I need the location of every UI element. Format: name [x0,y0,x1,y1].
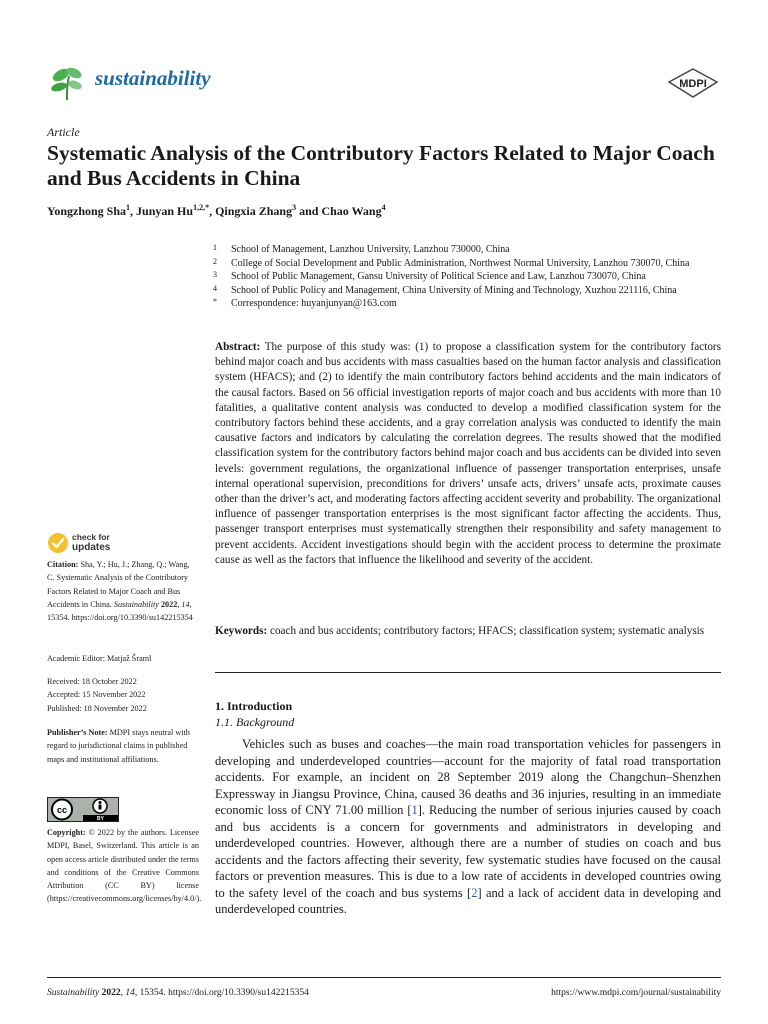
check-updates-label [72,532,110,553]
affiliation-text: School of Public Policy and Management, China University of Mining and Technology, Xuzhou 221116, China [231,284,677,296]
publisher-note-text: MDPI stays neutral with regard to jurisdictional claims in published maps and institutional affiliations. [47,728,190,764]
affiliation-mark: 2 [213,256,217,266]
keywords-label: Keywords: [215,625,268,637]
author-name[interactable]: Qingxia Zhang [215,204,293,218]
subsection-title: 1.1. Background [215,715,295,729]
affiliation-item [213,257,725,271]
affiliation-list [213,243,725,311]
citation-year: 2022 [160,599,178,609]
check-updates-icon [47,532,69,554]
author-separator: , [209,204,216,218]
intro-paragraph [215,736,721,918]
cc-icon-text: cc [56,805,68,815]
section-title: 1. Introduction [215,699,293,713]
by-icon-text: BY [97,816,104,822]
check-updates-line2: updates [72,542,111,553]
publication-dates [47,675,199,715]
article-type: Article [47,125,80,139]
affiliation-item [213,297,725,311]
footer-volume: 14 [125,988,135,998]
author-affiliation-mark: 4 [381,203,386,212]
author-affiliation-mark: 1,2,* [193,203,210,212]
received-date: Received: 18 October 2022 [47,677,137,686]
author-separator: , [130,204,137,218]
affiliation-text: School of Public Management, Gansu University of Political Science and Law, Lanzhou 730070, China [231,271,646,282]
author-affiliation-mark: 3 [292,203,297,212]
abstract-label: Abstract: [215,341,261,353]
abstract-text: The purpose of this study was: (1) to propose a classification system for the contributory factors behind major coach and bus accidents with mass casualties based on the human factor analysis and classification system (HFACS); and (2) to identify the main contributory factors behind accidents and the main indicators of the causal factors. Based on 56 official investigation reports of major coach and bus accidents with more than 10 fatalities, a qualitative content analysis was conducted to develop a modified classification system for the contributory factors behind these accidents, and a gray correlation analysis was conducted to identify the main causative factors and indicators by calculating the correlation degrees. The results showed that the modified classification system for the contributory factors behind major coach and bus accidents can be divided into seven levels: government regulations, the organizational influence of passenger transportation enterprises, unsafe internal operational supervision, preconditions for drivers’ unsafe acts, drivers’ unsafe acts, proximate causes other than the driver’s act, and moderating factors affecting accident severity and probability. The organizational influence of passenger transportation enterprises is the most significant factor affecting the accidents. Thus, passenger transport enterprises must systematically strengthen their responsibility and safety management to prevent accidents. Accident investigations should begin with the accident process to determine the proximate cause as well as the factors that influence the likelihood and severity of the accident. [215,341,721,566]
intro-text-1: Vehicles such as buses and coaches—the main road transportation vehicles for passengers in developing and underdeveloped countries—account for the majority of fatal road transportation accidents. For example, an incident on 28 September 2019 along the Changchun–Shenzhen Expressway in Jiangsu Province, China, caused 36 deaths and 36 injuries, resulting in an immediate economic loss of CNY 71.00 million [ [215,737,721,817]
author-separator: and [296,204,322,218]
footer-divider [47,977,721,978]
author-name[interactable]: Chao Wang [321,204,382,218]
copyright-notice [47,826,202,906]
citation-text: Sha, Y.; Hu, J.; Zhang, Q.; Wang, C. Systematic Analysis of the Contributory Factors Related to Major Coach and Bus Accidents in China. [47,560,190,609]
author-affiliation-mark: 1 [126,203,131,212]
affiliation-item [213,284,725,298]
journal-name: sustainability [95,66,211,90]
intro-text-2: ]. Reducing the number of serious injuries caused by coach and bus accidents is a concern for governments and administrators in developing and underdeveloped countries. However, although there are a number of studies on coach and bus accidents and the factors affecting their severity, few systematic studies have focused on the causal factors or prevention measures. This is due to a low rate of accidents in developed countries owing to the safety level of the coach and bus systems [ [215,803,721,900]
citation-journal: Sustainability [113,599,159,609]
academic-editor: Academic Editor: Matjaž Šraml [47,654,152,663]
copyright-label: Copyright: [47,828,86,837]
publisher-note-label: Publisher’s Note: [47,728,108,737]
author-name[interactable]: Junyan Hu [136,204,194,218]
section-divider [215,672,721,673]
publisher-note [47,726,199,766]
reference-link-1[interactable]: 1 [411,803,418,817]
reference-link-2[interactable]: 2 [471,885,478,900]
footer-doi[interactable]: , 15354. https://doi.org/10.3390/su142215354 [134,988,309,998]
check-for-updates-button[interactable] [47,531,167,557]
keywords-text: coach and bus accidents; contributory factors; HFACS; classification system; systematic analysis [267,625,705,637]
citation-doi[interactable]: , 15354. https://doi.org/10.3390/su142215354 [47,599,193,623]
footer-journal: Sustainability [47,988,100,998]
mdpi-logo-text: MDPI [679,78,707,90]
affiliation-text: School of Management, Lanzhou University, Lanzhou 730000, China [231,244,510,255]
affiliation-text: Correspondence: huyanjunyan@163.com [231,298,397,309]
footer-journal-url[interactable]: https://www.mdpi.com/journal/sustainability [551,988,721,998]
author-list [47,203,386,219]
keywords [215,624,721,639]
affiliation-text: College of Social Development and Public Administration, Northwest Normal University, Lanzhou 730070, China [231,257,690,269]
mdpi-logo [667,68,719,98]
sustainability-leaf-logo [47,62,87,102]
citation-block: Citation: Sha, Y.; Hu, J.; Zhang, Q.; Wang, C. Systematic Analysis of the Contributory Factors Related to Major Coach and Bus Accidents in China. Sustainability 2022, 14, 15354. https://doi.org/10.3390/su142215354 [47,560,193,623]
affiliation-item [213,270,725,284]
cc-by-license-icon[interactable] [47,797,119,822]
footer-citation: Sustainability 2022, 14, 15354. https://doi.org/10.3390/su142215354 [47,988,309,998]
author-name[interactable]: Yongzhong Sha [47,204,127,218]
intro-text-3: ] and a lack of accident data in developing and underdeveloped countries. [215,885,722,916]
affiliation-item [213,243,725,257]
copyright-text: © 2022 by the authors. Licensee MDPI, Basel, Switzerland. This article is an open access article distributed under the terms and conditions of the Creative Commons Attribution (CC BY) license (https://creativecommons.org/licenses/by/4.0/). [47,828,202,904]
footer-year: 2022 [101,988,121,998]
affiliation-mark: 1 [213,243,217,252]
check-updates-line1: check for [72,532,110,542]
citation-label: Citation: [47,560,79,569]
affiliation-mark: 3 [213,270,217,279]
affiliation-mark: 4 [213,283,217,293]
accepted-date: Accepted: 15 November 2022 [47,690,146,700]
published-date: Published: 18 November 2022 [47,703,147,713]
abstract [215,340,721,568]
citation-volume: 14 [181,599,190,609]
article-title: Systematic Analysis of the Contributory Factors Related to Major Coach and Bus Accidents in China [47,141,715,190]
affiliation-mark: * [213,297,217,306]
